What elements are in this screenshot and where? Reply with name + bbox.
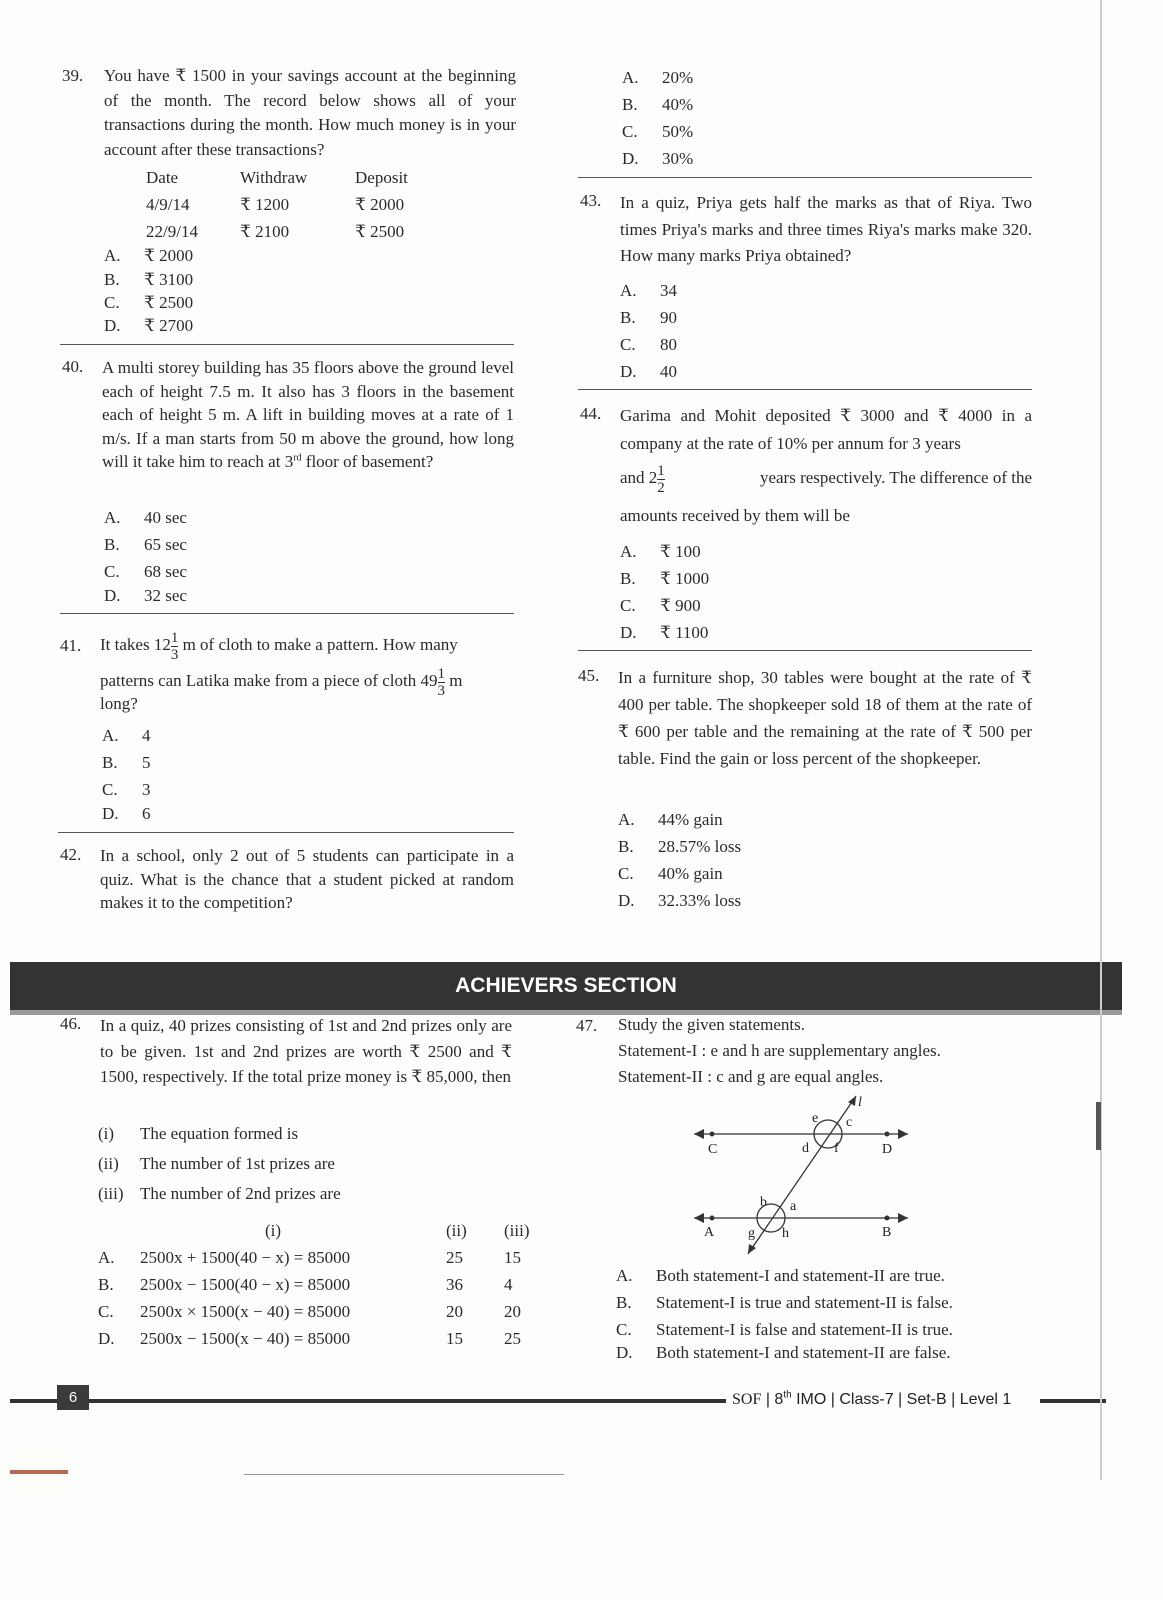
point-b bbox=[885, 1216, 890, 1221]
option-letter: D. bbox=[104, 586, 121, 605]
table-cell: ₹ 2100 bbox=[240, 222, 290, 241]
table-cell: ₹ 2000 bbox=[355, 195, 405, 214]
option-b[interactable] bbox=[620, 567, 709, 591]
option-text: 40% gain bbox=[658, 864, 723, 883]
label-point-a: A bbox=[704, 1225, 715, 1240]
option-c[interactable] bbox=[620, 333, 677, 357]
option-letter: C. bbox=[102, 780, 118, 799]
column-header: Date bbox=[146, 168, 179, 187]
option-c[interactable] bbox=[104, 291, 193, 315]
option-letter: B. bbox=[98, 1275, 114, 1294]
column-header: (ii) bbox=[446, 1221, 467, 1240]
question-number: 46. bbox=[60, 1014, 82, 1033]
option-value: 25 bbox=[446, 1248, 463, 1267]
question-number: 42. bbox=[60, 845, 82, 864]
table-cell bbox=[98, 1221, 140, 1248]
superscript: rd bbox=[293, 452, 302, 464]
label-g: g bbox=[748, 1226, 755, 1241]
fraction bbox=[438, 666, 446, 699]
option-letter: C. bbox=[618, 864, 634, 883]
footer-part: IMO | Class-7 | Set-B | Level 1 bbox=[791, 1391, 1012, 1408]
sub-question-3 bbox=[98, 1184, 341, 1204]
divider bbox=[60, 613, 514, 614]
point-a bbox=[710, 1216, 715, 1221]
option-b[interactable] bbox=[616, 1291, 953, 1315]
option-d[interactable] bbox=[620, 360, 677, 384]
answer-table bbox=[98, 1221, 554, 1356]
binding-mark bbox=[1096, 1102, 1101, 1150]
option-equation: 2500x − 1500(x − 40) = 85000 bbox=[140, 1329, 351, 1348]
question-text-part: m of cloth to make a pattern. How many bbox=[182, 635, 458, 654]
option-text: 20% bbox=[662, 68, 694, 87]
label-e: e bbox=[812, 1111, 819, 1126]
denominator: 3 bbox=[437, 682, 445, 699]
statement-2: Statement-II : c and g are equal angles. bbox=[618, 1067, 884, 1086]
option-letter: C. bbox=[616, 1320, 632, 1339]
option-letter: A. bbox=[104, 508, 121, 527]
option-d[interactable] bbox=[618, 889, 741, 913]
option-letter: B. bbox=[618, 837, 634, 856]
option-text: 40 sec bbox=[144, 508, 187, 527]
question-text: Study the given statements. bbox=[618, 1015, 805, 1034]
brand-logo: SOF bbox=[732, 1391, 762, 1408]
option-c[interactable] bbox=[622, 120, 693, 144]
option-equation: 2500x + 1500(40 − x) = 85000 bbox=[140, 1248, 351, 1267]
question-number: 41. bbox=[60, 636, 82, 655]
option-d[interactable] bbox=[104, 314, 193, 338]
option-text: Statement-I is true and statement-II is false. bbox=[656, 1293, 953, 1312]
option-text: ₹ 900 bbox=[660, 596, 701, 615]
label-c: c bbox=[846, 1115, 853, 1130]
option-value: 36 bbox=[446, 1275, 463, 1294]
arrow-left-icon bbox=[694, 1213, 704, 1223]
option-b[interactable] bbox=[104, 533, 187, 557]
option-text: 32.33% loss bbox=[658, 891, 742, 910]
superscript: th bbox=[783, 1389, 792, 1401]
option-letter: D. bbox=[104, 316, 121, 335]
arrow-down-icon bbox=[748, 1244, 756, 1254]
option-d[interactable] bbox=[104, 584, 187, 608]
sub-question-2 bbox=[98, 1154, 335, 1174]
question-text-part: floor of basement? bbox=[301, 452, 434, 471]
label-d: d bbox=[802, 1141, 809, 1156]
option-text: Both statement-I and statement-II are false. bbox=[656, 1343, 951, 1362]
question-text: You have ₹ 1500 in your savings account at the beginning of the month. The record below shows all of your transactions during the month. How much money is in your account after these transactions? bbox=[104, 66, 516, 159]
option-a[interactable] bbox=[616, 1264, 945, 1288]
table-header-row bbox=[146, 168, 435, 195]
option-letter: D. bbox=[618, 891, 635, 910]
question-text-part: years respectively. The difference of the bbox=[759, 468, 1032, 487]
question-number: 47. bbox=[576, 1016, 598, 1035]
option-d[interactable] bbox=[98, 1329, 554, 1356]
option-letter: D. bbox=[620, 623, 637, 642]
option-value: 4 bbox=[504, 1275, 513, 1294]
label-l: l bbox=[858, 1095, 862, 1110]
option-letter: B. bbox=[102, 753, 118, 772]
option-value: 20 bbox=[446, 1302, 463, 1321]
divider bbox=[578, 650, 1032, 651]
option-letter: D. bbox=[102, 804, 119, 823]
option-a[interactable] bbox=[622, 66, 693, 90]
option-text: 80 bbox=[660, 335, 677, 354]
option-text: 90 bbox=[660, 308, 677, 327]
table-row bbox=[146, 195, 435, 222]
option-b[interactable] bbox=[618, 835, 741, 859]
column-header: Withdraw bbox=[240, 168, 308, 187]
column-header: (i) bbox=[264, 1221, 282, 1240]
option-letter: C. bbox=[98, 1302, 114, 1321]
option-letter: A. bbox=[616, 1266, 633, 1285]
label-b: b bbox=[760, 1195, 767, 1210]
option-text: ₹ 2700 bbox=[144, 316, 194, 335]
denominator: 3 bbox=[170, 646, 179, 663]
mixed-number-whole: 12 bbox=[153, 635, 171, 654]
option-text: 68 sec bbox=[144, 562, 187, 581]
numerator: 1 bbox=[437, 665, 445, 682]
question-text-part: m bbox=[449, 671, 463, 690]
fraction bbox=[171, 630, 179, 663]
numerator: 1 bbox=[170, 629, 179, 646]
question-text-part: It takes bbox=[100, 635, 150, 654]
option-b[interactable] bbox=[620, 306, 677, 330]
option-c[interactable] bbox=[98, 1302, 554, 1329]
sub-label: (i) bbox=[98, 1124, 115, 1143]
table-cell: ₹ 2500 bbox=[355, 222, 405, 241]
option-text: 3 bbox=[142, 780, 151, 799]
parallel-lines-figure bbox=[680, 1090, 920, 1260]
point-c bbox=[710, 1132, 715, 1137]
numerator: 1 bbox=[657, 462, 665, 479]
option-letter: B. bbox=[616, 1293, 632, 1312]
option-a[interactable] bbox=[102, 724, 151, 748]
option-a[interactable] bbox=[620, 279, 677, 303]
option-letter: C. bbox=[104, 562, 120, 581]
transactions-table bbox=[146, 168, 435, 249]
table-cell: 4/9/14 bbox=[146, 195, 190, 214]
option-text: 44% gain bbox=[658, 810, 723, 829]
option-text: ₹ 2000 bbox=[144, 246, 194, 265]
option-letter: A. bbox=[622, 68, 639, 87]
option-a[interactable] bbox=[104, 506, 187, 530]
page-edge bbox=[1100, 0, 1102, 1480]
option-text: 40 bbox=[660, 362, 677, 381]
option-letter: B. bbox=[104, 270, 120, 289]
option-letter: B. bbox=[622, 95, 638, 114]
option-d[interactable] bbox=[102, 802, 151, 826]
option-value: 15 bbox=[446, 1329, 463, 1348]
option-c[interactable] bbox=[102, 778, 151, 802]
question-number: 45. bbox=[578, 666, 600, 685]
label-point-b: B bbox=[882, 1225, 892, 1240]
divider bbox=[58, 832, 514, 833]
question-text-part bbox=[620, 459, 665, 497]
option-text: 28.57% loss bbox=[658, 837, 742, 856]
option-d[interactable] bbox=[620, 621, 708, 645]
option-equation: 2500x × 1500(x − 40) = 85000 bbox=[140, 1302, 351, 1321]
bottom-mark bbox=[10, 1470, 68, 1474]
denominator: 2 bbox=[657, 479, 665, 496]
option-text: Both statement-I and statement-II are true. bbox=[656, 1266, 945, 1285]
arrow-left-icon bbox=[694, 1129, 704, 1139]
question-text-line: long? bbox=[100, 694, 138, 713]
section-banner bbox=[10, 962, 1122, 1015]
option-text: ₹ 2500 bbox=[144, 293, 194, 312]
option-a[interactable] bbox=[98, 1248, 554, 1275]
column-header: Deposit bbox=[355, 168, 408, 187]
option-b[interactable] bbox=[102, 751, 151, 775]
question-text: In a furniture shop, 30 tables were bought at the rate of ₹ 400 per table. The shopkeeper sold 18 of them at the rate of ₹ 600 per table and the remaining at the rate of ₹ 500 per table. Find the gain or loss percent of the shopkeeper. bbox=[618, 668, 1032, 768]
question-text-line bbox=[620, 459, 1032, 497]
option-text: 30% bbox=[662, 149, 694, 168]
option-letter: A. bbox=[104, 246, 121, 265]
option-c[interactable] bbox=[616, 1318, 953, 1342]
option-c[interactable] bbox=[104, 560, 187, 584]
option-letter: C. bbox=[104, 293, 120, 312]
question-number: 40. bbox=[62, 357, 84, 376]
option-letter: A. bbox=[620, 281, 637, 300]
sub-label: (ii) bbox=[98, 1154, 119, 1173]
option-letter: C. bbox=[620, 335, 636, 354]
label-h: h bbox=[782, 1226, 789, 1241]
option-letter: D. bbox=[616, 1343, 633, 1362]
bottom-rule bbox=[244, 1474, 564, 1475]
option-text: 5 bbox=[142, 753, 151, 772]
arrow-right-icon bbox=[898, 1213, 908, 1223]
divider bbox=[60, 344, 514, 345]
option-letter: B. bbox=[104, 535, 120, 554]
option-letter: A. bbox=[98, 1248, 115, 1267]
question-text-line bbox=[100, 662, 514, 700]
mixed-number-whole: 2 bbox=[648, 468, 658, 487]
option-text: 34 bbox=[660, 281, 677, 300]
option-value: 15 bbox=[504, 1248, 521, 1267]
table-cell: 22/9/14 bbox=[146, 222, 198, 241]
option-letter: C. bbox=[620, 596, 636, 615]
option-text: ₹ 1100 bbox=[660, 623, 709, 642]
label-point-d: D bbox=[882, 1142, 893, 1157]
option-a[interactable] bbox=[620, 540, 701, 564]
option-value: 20 bbox=[504, 1302, 521, 1321]
page-number: 6 bbox=[57, 1385, 89, 1410]
option-letter: A. bbox=[618, 810, 635, 829]
mixed-number-whole: 49 bbox=[420, 671, 438, 690]
option-equation: 2500x − 1500(40 − x) = 85000 bbox=[140, 1275, 351, 1294]
option-text: ₹ 1000 bbox=[660, 569, 710, 588]
question-text bbox=[102, 356, 514, 474]
option-text: 4 bbox=[142, 726, 151, 745]
label-f: f bbox=[834, 1141, 839, 1156]
option-letter: A. bbox=[102, 726, 119, 745]
column-header: (iii) bbox=[504, 1221, 530, 1240]
question-text: In a quiz, Priya gets half the marks as that of Riya. Two times Priya's marks and three times Riya's marks make 320. How many marks Priya obtained? bbox=[620, 193, 1032, 265]
section-title: ACHIEVERS SECTION bbox=[455, 974, 677, 997]
option-letter: B. bbox=[620, 569, 636, 588]
sub-label: (iii) bbox=[98, 1184, 124, 1203]
arrow-right-icon bbox=[898, 1129, 908, 1139]
option-d[interactable] bbox=[622, 147, 693, 171]
sub-text: The equation formed is bbox=[140, 1124, 299, 1143]
question-text-line bbox=[100, 626, 514, 664]
option-b[interactable] bbox=[104, 268, 193, 292]
option-text: 6 bbox=[142, 804, 151, 823]
question-text: Garima and Mohit deposited ₹ 3000 and ₹ 4000 in a company at the rate of 10% per annum for 3 years bbox=[620, 406, 1032, 453]
question-text-word: and bbox=[620, 468, 645, 487]
option-letter: D. bbox=[620, 362, 637, 381]
option-a[interactable] bbox=[618, 808, 723, 832]
sub-question-1 bbox=[98, 1124, 298, 1144]
question-number: 43. bbox=[580, 191, 602, 210]
option-text: 65 sec bbox=[144, 535, 187, 554]
option-text: ₹ 100 bbox=[660, 542, 701, 561]
option-letter: D. bbox=[622, 149, 639, 168]
option-c[interactable] bbox=[618, 862, 723, 886]
arrow-up-icon bbox=[848, 1096, 856, 1106]
question-text-line: amounts received by them will be bbox=[620, 506, 850, 525]
question-text-part: patterns can Latika make from a piece of cloth bbox=[100, 671, 417, 690]
footer-part: | 8 bbox=[765, 1391, 784, 1408]
footer-label bbox=[732, 1391, 1011, 1409]
divider bbox=[578, 389, 1032, 390]
question-text-part: A multi storey building has 35 floors above the ground level each of height 7.5 m. It also has 3 floors in the basement each of height 5 m. A lift in building moves at a rate of 1 m/s. If a man starts from 50 m above the ground, how long will it take him to reach at 3 bbox=[102, 358, 514, 471]
option-text: 40% bbox=[662, 95, 694, 114]
footer-rule bbox=[1040, 1399, 1106, 1403]
question-number: 44. bbox=[580, 404, 602, 423]
question-text: In a quiz, 40 prizes consisting of 1st and 2nd prizes only are to be given. 1st and 2nd prizes are worth ₹ 2500 and ₹ 1500, respectively. If the total prize money is ₹ 85,000, then bbox=[100, 1016, 512, 1086]
option-letter: D. bbox=[98, 1329, 115, 1348]
table-cell: ₹ 1200 bbox=[240, 195, 290, 214]
option-letter: B. bbox=[620, 308, 636, 327]
question-number: 39. bbox=[62, 66, 84, 85]
divider bbox=[578, 177, 1032, 178]
sub-text: The number of 1st prizes are bbox=[140, 1154, 335, 1173]
sub-text: The number of 2nd prizes are bbox=[140, 1184, 341, 1203]
option-letter: A. bbox=[620, 542, 637, 561]
table-header-row bbox=[98, 1221, 554, 1248]
label-point-c: C bbox=[708, 1142, 718, 1157]
statement-1: Statement-I : e and h are supplementary angles. bbox=[618, 1041, 941, 1060]
point-d bbox=[885, 1132, 890, 1137]
option-text: Statement-I is false and statement-II is true. bbox=[656, 1320, 953, 1339]
option-b[interactable] bbox=[98, 1275, 554, 1302]
option-text: ₹ 3100 bbox=[144, 270, 194, 289]
option-a[interactable] bbox=[104, 244, 193, 268]
option-c[interactable] bbox=[620, 594, 701, 618]
question-text: In a school, only 2 out of 5 students can participate in a quiz. What is the chance that a student picked at random makes it to the competition? bbox=[100, 846, 514, 912]
option-text: 50% bbox=[662, 122, 694, 141]
label-a: a bbox=[790, 1199, 797, 1214]
option-text: 32 sec bbox=[144, 586, 187, 605]
footer-rule bbox=[10, 1399, 726, 1403]
option-letter: C. bbox=[622, 122, 638, 141]
fraction bbox=[657, 463, 665, 496]
option-value: 25 bbox=[504, 1329, 521, 1348]
option-d[interactable] bbox=[616, 1341, 951, 1365]
option-b[interactable] bbox=[622, 93, 693, 117]
